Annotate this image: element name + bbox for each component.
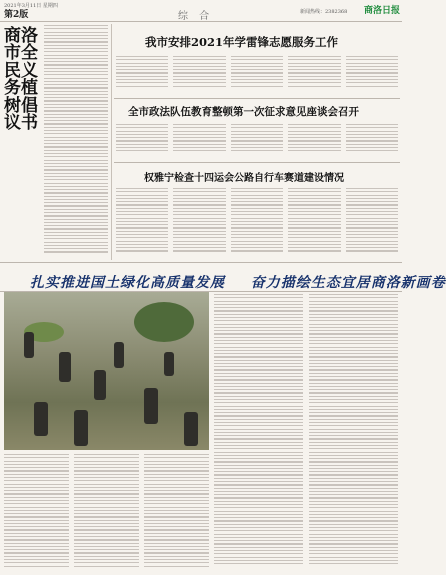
feature-banner [30,272,446,292]
page-label: 第2版 [4,10,29,20]
article-3-text [116,188,398,254]
date-line: 2021年3月11日 星期四 [4,3,58,9]
article-1-text [116,56,398,89]
divider-line [114,98,400,99]
banner-right: 奋力描绘生态宜居商洛新画卷 [250,275,446,291]
article-3-title: 权雅宁检查十四运会公路自行车赛道建设情况 [144,173,344,184]
article-2-text [116,124,398,154]
tree-planting-photo [4,292,209,450]
article-2-title: 全市政法队伍教育整顿第一次征求意见座谈会召开 [128,106,359,118]
sidebar-text [44,25,108,255]
section-title: 综 合 [178,11,214,22]
article-1-title: 我市安排2021年学雷锋志愿服务工作 [145,35,339,49]
divider-line [114,162,400,163]
feature-text-right [214,294,398,566]
sidebar-title: 商洛市全民义务植树倡议书 [4,26,38,134]
editor-line: 新闻热线：2382368 [300,9,348,15]
feature-text-left [4,454,209,569]
column-divider [111,24,112,260]
newspaper-logo: 商洛日报 [364,6,401,16]
banner-left: 扎实推进国土绿化高质量发展 [30,275,225,291]
page-header [0,0,402,22]
